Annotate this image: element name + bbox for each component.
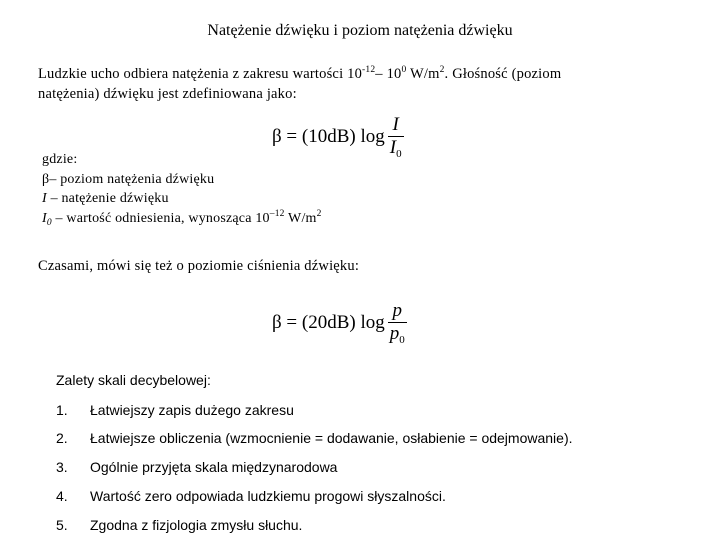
advantages-heading: Zalety skali decybelowej:	[56, 372, 211, 388]
intro-line-2: natężenia) dźwięku jest zdefiniowana jako:	[38, 86, 297, 102]
definitions	[42, 150, 322, 228]
formula-lhs: β = (20dB) log	[272, 311, 385, 333]
formula-lhs: β = (10dB) log	[272, 125, 385, 147]
intro-line-1: Ludzkie ucho odbiera natężenia z zakresu wartości $10^{-12}-$ $10^0$ $W/m^2$. Głośność (poziom	[38, 65, 562, 82]
definition-i0: $I_0$ – wartość odniesienia, wynosząca $10^{-12}$ $W/m^2$	[42, 208, 322, 228]
definition-where: gdzie:	[42, 152, 78, 167]
formula-pressure-level	[272, 300, 407, 345]
definition-beta: β– poziom natężenia dźwięku	[42, 171, 215, 187]
definition-i: I – natężenie dźwięku	[42, 191, 169, 206]
page-title: Natężenie dźwięku i poziom natężenia dźwięku	[207, 22, 513, 39]
formula-fraction: $\frac{p}{p_0}$	[389, 300, 405, 346]
formula-fraction: $\frac{I}{I_0}$	[389, 114, 402, 160]
pressure-paragraph: Czasami, mówi się też o poziomie ciśnienia dźwięku:	[38, 258, 360, 274]
intro-paragraph	[38, 64, 561, 104]
